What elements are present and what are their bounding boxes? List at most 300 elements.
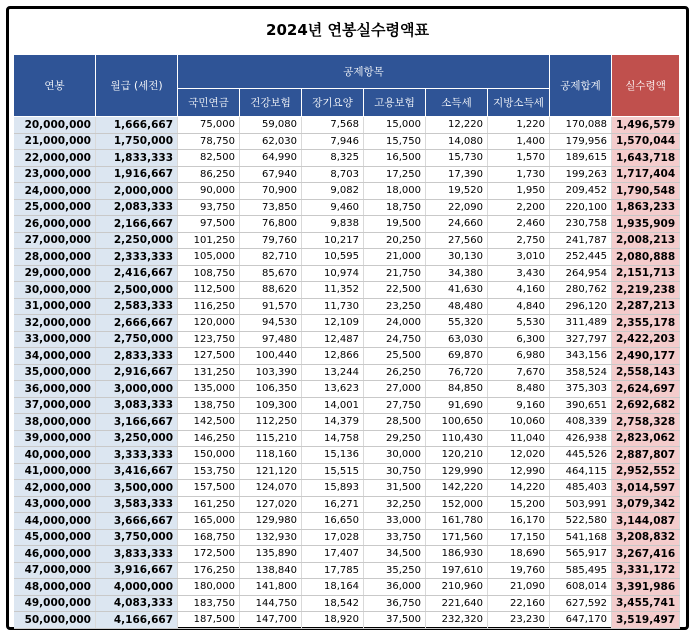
- local-tax-cell: 10,060: [488, 414, 550, 431]
- net-cell: 1,935,909: [612, 216, 680, 233]
- health-cell: 127,020: [240, 496, 302, 513]
- income-tax-cell: 152,000: [426, 496, 488, 513]
- salary-cell: 33,000,000: [14, 331, 96, 348]
- longterm-cell: 14,379: [302, 414, 364, 431]
- local-tax-cell: 1,220: [488, 117, 550, 134]
- net-cell: 2,151,713: [612, 265, 680, 282]
- longterm-cell: 11,730: [302, 298, 364, 315]
- pension-cell: 78,750: [178, 133, 240, 150]
- longterm-cell: 8,325: [302, 150, 364, 167]
- header-local-tax: 지방소득세: [488, 89, 550, 117]
- salary-cell: 26,000,000: [14, 216, 96, 233]
- longterm-cell: 7,946: [302, 133, 364, 150]
- total-cell: 189,615: [550, 150, 612, 167]
- income-tax-cell: 24,660: [426, 216, 488, 233]
- salary-cell: 32,000,000: [14, 315, 96, 332]
- net-cell: 3,208,832: [612, 529, 680, 546]
- monthly-cell: 2,750,000: [96, 331, 178, 348]
- table-row: [14, 513, 680, 530]
- longterm-cell: 17,785: [302, 562, 364, 579]
- total-cell: 426,938: [550, 430, 612, 447]
- net-cell: 2,355,178: [612, 315, 680, 332]
- total-cell: 522,580: [550, 513, 612, 530]
- total-cell: 199,263: [550, 166, 612, 183]
- total-cell: 311,489: [550, 315, 612, 332]
- monthly-cell: 4,166,667: [96, 612, 178, 629]
- local-tax-cell: 9,160: [488, 397, 550, 414]
- net-cell: 2,887,807: [612, 447, 680, 464]
- health-cell: 132,930: [240, 529, 302, 546]
- total-cell: 170,088: [550, 117, 612, 134]
- salary-cell: 40,000,000: [14, 447, 96, 464]
- income-tax-cell: 41,630: [426, 282, 488, 299]
- local-tax-cell: 14,220: [488, 480, 550, 497]
- total-cell: 209,452: [550, 183, 612, 200]
- local-tax-cell: 8,480: [488, 381, 550, 398]
- income-tax-cell: 142,220: [426, 480, 488, 497]
- pension-cell: 101,250: [178, 232, 240, 249]
- pension-cell: 157,500: [178, 480, 240, 497]
- monthly-cell: 3,916,667: [96, 562, 178, 579]
- longterm-cell: 12,487: [302, 331, 364, 348]
- total-cell: 541,168: [550, 529, 612, 546]
- local-tax-cell: 7,670: [488, 364, 550, 381]
- salary-cell: 45,000,000: [14, 529, 96, 546]
- salary-cell: 41,000,000: [14, 463, 96, 480]
- table-row: [14, 133, 680, 150]
- net-cell: 3,267,416: [612, 546, 680, 563]
- health-cell: 144,750: [240, 595, 302, 612]
- header-monthly: 월급 (세전): [96, 55, 178, 117]
- monthly-cell: 3,250,000: [96, 430, 178, 447]
- pension-cell: 135,000: [178, 381, 240, 398]
- pension-cell: 105,000: [178, 249, 240, 266]
- monthly-cell: 2,583,333: [96, 298, 178, 315]
- salary-cell: 30,000,000: [14, 282, 96, 299]
- table-row: [14, 546, 680, 563]
- longterm-cell: 15,136: [302, 447, 364, 464]
- salary-cell: 44,000,000: [14, 513, 96, 530]
- pension-cell: 116,250: [178, 298, 240, 315]
- table-row: [14, 331, 680, 348]
- health-cell: 67,940: [240, 166, 302, 183]
- pension-cell: 150,000: [178, 447, 240, 464]
- health-cell: 109,300: [240, 397, 302, 414]
- salary-cell: 31,000,000: [14, 298, 96, 315]
- health-cell: 59,080: [240, 117, 302, 134]
- local-tax-cell: 17,150: [488, 529, 550, 546]
- net-cell: 3,331,172: [612, 562, 680, 579]
- income-tax-cell: 14,080: [426, 133, 488, 150]
- employment-cell: 27,750: [364, 397, 426, 414]
- employment-cell: 37,500: [364, 612, 426, 629]
- longterm-cell: 9,460: [302, 199, 364, 216]
- table-row: [14, 414, 680, 431]
- longterm-cell: 15,515: [302, 463, 364, 480]
- total-cell: 585,495: [550, 562, 612, 579]
- income-tax-cell: 197,610: [426, 562, 488, 579]
- income-tax-cell: 210,960: [426, 579, 488, 596]
- longterm-cell: 14,001: [302, 397, 364, 414]
- pension-cell: 187,500: [178, 612, 240, 629]
- net-cell: 1,717,404: [612, 166, 680, 183]
- net-cell: 3,519,497: [612, 612, 680, 629]
- income-tax-cell: 76,720: [426, 364, 488, 381]
- total-cell: 343,156: [550, 348, 612, 365]
- pension-cell: 108,750: [178, 265, 240, 282]
- pension-cell: 97,500: [178, 216, 240, 233]
- pension-cell: 183,750: [178, 595, 240, 612]
- total-cell: 647,170: [550, 612, 612, 629]
- pension-cell: 153,750: [178, 463, 240, 480]
- income-tax-cell: 55,320: [426, 315, 488, 332]
- health-cell: 85,670: [240, 265, 302, 282]
- employment-cell: 16,500: [364, 150, 426, 167]
- local-tax-cell: 12,020: [488, 447, 550, 464]
- employment-cell: 36,000: [364, 579, 426, 596]
- pension-cell: 165,000: [178, 513, 240, 530]
- monthly-cell: 2,000,000: [96, 183, 178, 200]
- header-employment: 고용보험: [364, 89, 426, 117]
- pension-cell: 75,000: [178, 117, 240, 134]
- health-cell: 112,250: [240, 414, 302, 431]
- net-cell: 2,952,552: [612, 463, 680, 480]
- income-tax-cell: 22,090: [426, 199, 488, 216]
- employment-cell: 26,250: [364, 364, 426, 381]
- income-tax-cell: 63,030: [426, 331, 488, 348]
- net-cell: 2,624,697: [612, 381, 680, 398]
- table-row: [14, 430, 680, 447]
- table-row: [14, 315, 680, 332]
- table-row: [14, 579, 680, 596]
- health-cell: 73,850: [240, 199, 302, 216]
- employment-cell: 23,250: [364, 298, 426, 315]
- net-cell: 2,823,062: [612, 430, 680, 447]
- salary-cell: 38,000,000: [14, 414, 96, 431]
- salary-cell: 49,000,000: [14, 595, 96, 612]
- income-tax-cell: 30,130: [426, 249, 488, 266]
- local-tax-cell: 22,160: [488, 595, 550, 612]
- salary-cell: 20,000,000: [14, 117, 96, 134]
- income-tax-cell: 110,430: [426, 430, 488, 447]
- net-cell: 2,287,213: [612, 298, 680, 315]
- salary-cell: 39,000,000: [14, 430, 96, 447]
- local-tax-cell: 12,990: [488, 463, 550, 480]
- income-tax-cell: 27,560: [426, 232, 488, 249]
- longterm-cell: 18,164: [302, 579, 364, 596]
- local-tax-cell: 1,570: [488, 150, 550, 167]
- salary-table-frame: [6, 6, 689, 630]
- net-cell: 1,643,718: [612, 150, 680, 167]
- net-cell: 3,391,986: [612, 579, 680, 596]
- salary-cell: 21,000,000: [14, 133, 96, 150]
- health-cell: 94,530: [240, 315, 302, 332]
- total-cell: 503,991: [550, 496, 612, 513]
- header-health: 건강보험: [240, 89, 302, 117]
- pension-cell: 138,750: [178, 397, 240, 414]
- longterm-cell: 18,542: [302, 595, 364, 612]
- monthly-cell: 3,500,000: [96, 480, 178, 497]
- total-cell: 230,758: [550, 216, 612, 233]
- salary-cell: 25,000,000: [14, 199, 96, 216]
- table-row: [14, 612, 680, 629]
- monthly-cell: 3,333,333: [96, 447, 178, 464]
- employment-cell: 35,250: [364, 562, 426, 579]
- net-cell: 1,570,044: [612, 133, 680, 150]
- longterm-cell: 13,244: [302, 364, 364, 381]
- longterm-cell: 17,407: [302, 546, 364, 563]
- local-tax-cell: 21,090: [488, 579, 550, 596]
- table-row: [14, 150, 680, 167]
- monthly-cell: 3,666,667: [96, 513, 178, 530]
- table-row: [14, 249, 680, 266]
- local-tax-cell: 1,400: [488, 133, 550, 150]
- salary-cell: 23,000,000: [14, 166, 96, 183]
- pension-cell: 172,500: [178, 546, 240, 563]
- longterm-cell: 17,028: [302, 529, 364, 546]
- income-tax-cell: 84,850: [426, 381, 488, 398]
- pension-cell: 131,250: [178, 364, 240, 381]
- health-cell: 141,800: [240, 579, 302, 596]
- header-longterm: 장기요양: [302, 89, 364, 117]
- local-tax-cell: 11,040: [488, 430, 550, 447]
- monthly-cell: 4,083,333: [96, 595, 178, 612]
- total-cell: 375,303: [550, 381, 612, 398]
- net-cell: 2,219,238: [612, 282, 680, 299]
- salary-cell: 22,000,000: [14, 150, 96, 167]
- employment-cell: 24,000: [364, 315, 426, 332]
- header-total: 공제합계: [550, 55, 612, 117]
- monthly-cell: 1,916,667: [96, 166, 178, 183]
- total-cell: 358,524: [550, 364, 612, 381]
- table-body: [14, 117, 680, 629]
- pension-cell: 123,750: [178, 331, 240, 348]
- employment-cell: 36,750: [364, 595, 426, 612]
- monthly-cell: 2,416,667: [96, 265, 178, 282]
- longterm-cell: 8,703: [302, 166, 364, 183]
- pension-cell: 142,500: [178, 414, 240, 431]
- health-cell: 129,980: [240, 513, 302, 530]
- total-cell: 485,403: [550, 480, 612, 497]
- income-tax-cell: 232,320: [426, 612, 488, 629]
- local-tax-cell: 19,760: [488, 562, 550, 579]
- health-cell: 64,990: [240, 150, 302, 167]
- income-tax-cell: 129,990: [426, 463, 488, 480]
- monthly-cell: 2,833,333: [96, 348, 178, 365]
- monthly-cell: 2,083,333: [96, 199, 178, 216]
- table-row: [14, 265, 680, 282]
- health-cell: 88,620: [240, 282, 302, 299]
- longterm-cell: 10,595: [302, 249, 364, 266]
- local-tax-cell: 5,530: [488, 315, 550, 332]
- employment-cell: 24,750: [364, 331, 426, 348]
- local-tax-cell: 15,200: [488, 496, 550, 513]
- net-cell: 3,079,342: [612, 496, 680, 513]
- table-row: [14, 216, 680, 233]
- employment-cell: 32,250: [364, 496, 426, 513]
- health-cell: 118,160: [240, 447, 302, 464]
- total-cell: 296,120: [550, 298, 612, 315]
- employment-cell: 18,750: [364, 199, 426, 216]
- salary-cell: 37,000,000: [14, 397, 96, 414]
- health-cell: 138,840: [240, 562, 302, 579]
- income-tax-cell: 186,930: [426, 546, 488, 563]
- monthly-cell: 3,833,333: [96, 546, 178, 563]
- pension-cell: 127,500: [178, 348, 240, 365]
- table-row: [14, 117, 680, 134]
- health-cell: 91,570: [240, 298, 302, 315]
- monthly-cell: 3,416,667: [96, 463, 178, 480]
- longterm-cell: 15,893: [302, 480, 364, 497]
- health-cell: 103,390: [240, 364, 302, 381]
- health-cell: 147,700: [240, 612, 302, 629]
- salary-table: [13, 54, 680, 629]
- table-row: [14, 463, 680, 480]
- income-tax-cell: 12,220: [426, 117, 488, 134]
- salary-cell: 35,000,000: [14, 364, 96, 381]
- income-tax-cell: 161,780: [426, 513, 488, 530]
- table-row: [14, 183, 680, 200]
- local-tax-cell: 1,950: [488, 183, 550, 200]
- longterm-cell: 18,920: [302, 612, 364, 629]
- employment-cell: 31,500: [364, 480, 426, 497]
- employment-cell: 17,250: [364, 166, 426, 183]
- employment-cell: 19,500: [364, 216, 426, 233]
- health-cell: 135,890: [240, 546, 302, 563]
- table-row: [14, 166, 680, 183]
- monthly-cell: 3,583,333: [96, 496, 178, 513]
- monthly-cell: 4,000,000: [96, 579, 178, 596]
- employment-cell: 15,750: [364, 133, 426, 150]
- pension-cell: 86,250: [178, 166, 240, 183]
- local-tax-cell: 2,460: [488, 216, 550, 233]
- income-tax-cell: 48,480: [426, 298, 488, 315]
- employment-cell: 28,500: [364, 414, 426, 431]
- longterm-cell: 14,758: [302, 430, 364, 447]
- longterm-cell: 7,568: [302, 117, 364, 134]
- monthly-cell: 2,666,667: [96, 315, 178, 332]
- local-tax-cell: 4,160: [488, 282, 550, 299]
- local-tax-cell: 23,230: [488, 612, 550, 629]
- salary-cell: 36,000,000: [14, 381, 96, 398]
- employment-cell: 21,750: [364, 265, 426, 282]
- monthly-cell: 3,083,333: [96, 397, 178, 414]
- longterm-cell: 9,838: [302, 216, 364, 233]
- total-cell: 252,445: [550, 249, 612, 266]
- local-tax-cell: 18,690: [488, 546, 550, 563]
- total-cell: 464,115: [550, 463, 612, 480]
- table-row: [14, 364, 680, 381]
- monthly-cell: 2,250,000: [96, 232, 178, 249]
- net-cell: 2,080,888: [612, 249, 680, 266]
- local-tax-cell: 6,980: [488, 348, 550, 365]
- table-row: [14, 529, 680, 546]
- employment-cell: 25,500: [364, 348, 426, 365]
- income-tax-cell: 91,690: [426, 397, 488, 414]
- net-cell: 1,863,233: [612, 199, 680, 216]
- longterm-cell: 12,866: [302, 348, 364, 365]
- table-row: [14, 298, 680, 315]
- salary-cell: 42,000,000: [14, 480, 96, 497]
- total-cell: 390,651: [550, 397, 612, 414]
- income-tax-cell: 100,650: [426, 414, 488, 431]
- total-cell: 179,956: [550, 133, 612, 150]
- net-cell: 2,558,143: [612, 364, 680, 381]
- total-cell: 220,100: [550, 199, 612, 216]
- net-cell: 1,496,579: [612, 117, 680, 134]
- employment-cell: 33,750: [364, 529, 426, 546]
- total-cell: 408,339: [550, 414, 612, 431]
- pension-cell: 120,000: [178, 315, 240, 332]
- total-cell: 327,797: [550, 331, 612, 348]
- health-cell: 100,440: [240, 348, 302, 365]
- longterm-cell: 10,974: [302, 265, 364, 282]
- table-row: [14, 562, 680, 579]
- income-tax-cell: 15,730: [426, 150, 488, 167]
- monthly-cell: 2,500,000: [96, 282, 178, 299]
- pension-cell: 176,250: [178, 562, 240, 579]
- total-cell: 241,787: [550, 232, 612, 249]
- health-cell: 115,210: [240, 430, 302, 447]
- monthly-cell: 2,166,667: [96, 216, 178, 233]
- pension-cell: 146,250: [178, 430, 240, 447]
- local-tax-cell: 3,430: [488, 265, 550, 282]
- pension-cell: 82,500: [178, 150, 240, 167]
- employment-cell: 20,250: [364, 232, 426, 249]
- income-tax-cell: 34,380: [426, 265, 488, 282]
- employment-cell: 30,000: [364, 447, 426, 464]
- income-tax-cell: 17,390: [426, 166, 488, 183]
- employment-cell: 30,750: [364, 463, 426, 480]
- longterm-cell: 16,650: [302, 513, 364, 530]
- net-cell: 1,790,548: [612, 183, 680, 200]
- salary-cell: 48,000,000: [14, 579, 96, 596]
- net-cell: 2,422,203: [612, 331, 680, 348]
- salary-cell: 27,000,000: [14, 232, 96, 249]
- local-tax-cell: 3,010: [488, 249, 550, 266]
- employment-cell: 29,250: [364, 430, 426, 447]
- net-cell: 2,490,177: [612, 348, 680, 365]
- total-cell: 445,526: [550, 447, 612, 464]
- health-cell: 121,120: [240, 463, 302, 480]
- salary-cell: 34,000,000: [14, 348, 96, 365]
- employment-cell: 15,000: [364, 117, 426, 134]
- health-cell: 62,030: [240, 133, 302, 150]
- pension-cell: 168,750: [178, 529, 240, 546]
- longterm-cell: 12,109: [302, 315, 364, 332]
- total-cell: 608,014: [550, 579, 612, 596]
- table-row: [14, 199, 680, 216]
- salary-cell: 28,000,000: [14, 249, 96, 266]
- longterm-cell: 13,623: [302, 381, 364, 398]
- monthly-cell: 2,916,667: [96, 364, 178, 381]
- employment-cell: 27,000: [364, 381, 426, 398]
- header-deduction-group: 공제항목: [178, 55, 550, 89]
- total-cell: 627,592: [550, 595, 612, 612]
- total-cell: 264,954: [550, 265, 612, 282]
- salary-cell: 24,000,000: [14, 183, 96, 200]
- total-cell: 565,917: [550, 546, 612, 563]
- pension-cell: 93,750: [178, 199, 240, 216]
- salary-cell: 50,000,000: [14, 612, 96, 629]
- table-row: [14, 397, 680, 414]
- net-cell: 2,692,682: [612, 397, 680, 414]
- net-cell: 2,008,213: [612, 232, 680, 249]
- pension-cell: 180,000: [178, 579, 240, 596]
- total-cell: 280,762: [550, 282, 612, 299]
- page-title: 2024년 연봉실수령액표: [266, 21, 429, 39]
- monthly-cell: 1,666,667: [96, 117, 178, 134]
